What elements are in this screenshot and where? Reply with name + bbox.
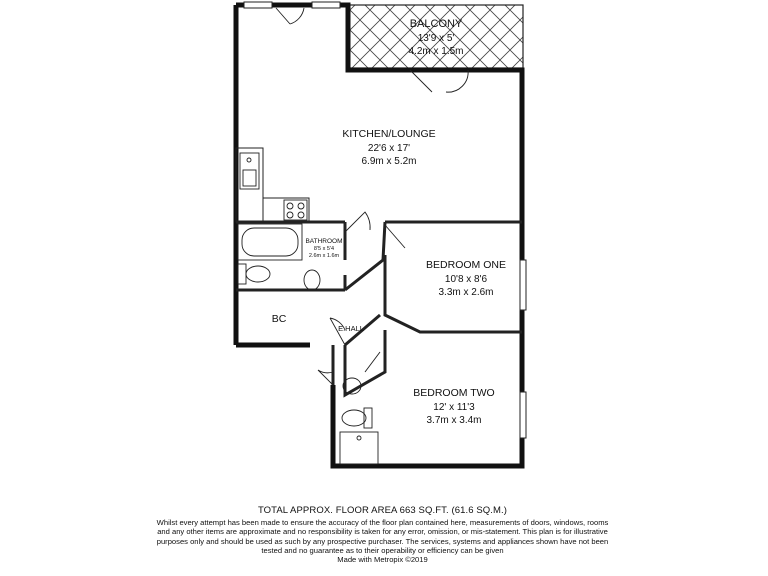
disclaimer-text: Whilst every attempt has been made to ensure the accuracy of the floor plan contained here, measurements of doors, windows, rooms and any other items are approximate and no responsibility is taken for any error, omission, or mis-statement. This plan is for illustrative purposes only and should be used as such by any prospective purchaser. The services, systems and appliances shown have not been tested and no guarantee as to their operability or efficiency can be given (156, 518, 609, 555)
svg-text:4.2m x 1.5m: 4.2m x 1.5m (408, 46, 464, 57)
plan-footer (150, 505, 615, 564)
svg-text:22'6 x 17': 22'6 x 17' (367, 143, 411, 154)
svg-text:2.6m x 1.6m: 2.6m x 1.6m (308, 253, 340, 259)
ensuite-toilet-icon (342, 408, 372, 428)
basin-icon (304, 270, 320, 290)
bathtub-icon (238, 224, 302, 260)
bc-label: BC (271, 313, 287, 325)
svg-text:8'5 x 5'4: 8'5 x 5'4 (313, 246, 335, 252)
total-floor-area: TOTAL APPROX. FLOOR AREA 663 SQ.FT. (61.6 SQ.M.) (257, 505, 508, 516)
bathroom-label (305, 238, 342, 259)
toilet-icon (238, 264, 270, 284)
svg-text:BEDROOM TWO: BEDROOM TWO (413, 387, 495, 399)
svg-text:BATHROOM: BATHROOM (305, 238, 343, 245)
hall-label: E.HALL (338, 324, 364, 333)
svg-text:10'8 x 8'6: 10'8 x 8'6 (444, 274, 488, 285)
svg-text:3.7m x 3.4m: 3.7m x 3.4m (426, 415, 482, 426)
bedroom-two-label (413, 387, 494, 426)
metropix-credit: Made with Metropix ©2019 (337, 555, 428, 565)
svg-text:3.3m x 2.6m: 3.3m x 2.6m (438, 287, 494, 298)
hob-icon (284, 200, 307, 220)
inner-walls (236, 222, 522, 395)
shower-tray-icon (340, 432, 378, 464)
svg-text:12' x 11'3: 12' x 11'3 (433, 402, 475, 413)
svg-text:BALCONY: BALCONY (409, 18, 463, 30)
svg-text:BEDROOM ONE: BEDROOM ONE (426, 259, 506, 271)
sink-icon (240, 153, 259, 189)
bedroom-one-label (426, 259, 506, 298)
svg-text:13'9 x 5': 13'9 x 5' (417, 33, 455, 44)
svg-text:6.9m x 5.2m: 6.9m x 5.2m (361, 156, 417, 167)
kitchen-lounge-label (342, 128, 435, 167)
svg-text:KITCHEN/LOUNGE: KITCHEN/LOUNGE (342, 128, 436, 140)
